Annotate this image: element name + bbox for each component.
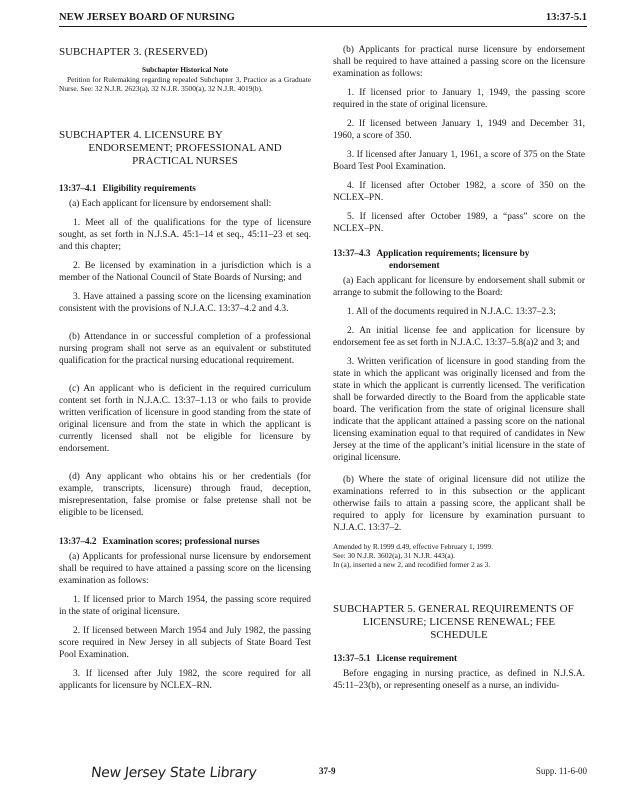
paragraph: 3. Written verification of licensure in good standing from the state in which the applicant was originally licensed and from the state in which the applicant is currently licensed. The verification shall be forwarded directly to the Board from the applicable state board. The verification from the state of original licensure shall indicate that the applicant attained a passing score on the national licensing examination equal to that required of candidates in New Jersey at the time of the applicant’s initial licensure in the state of original licensure. <box>333 357 585 463</box>
page-number: 37-9 <box>319 766 336 776</box>
paragraph: 2. Be licensed by examination in a jurisdiction which is a member of the National Council of State Boards of Nursing; and <box>59 261 311 283</box>
section-heading-4-2: 13:37–4.2 Examination scores; professional nurses <box>59 536 260 546</box>
section-heading-5-1: 13:37–5.1 License requirement <box>333 653 458 663</box>
paragraph: (a) Each applicant for licensure by endorsement shall: <box>69 199 272 209</box>
paragraph: (b) Applicants for practical nurse licensure by endorsement shall be required to have attained a passing score on the licensure examination as follows: <box>333 45 585 79</box>
paragraph: (d) Any applicant who obtains his or her credentials (for example, transcripts, licensure) through fraud, deception, misrepresentation, false promise or false pretense shall not be eligible to be licensed. <box>59 472 311 518</box>
paragraph: 2. An initial license fee and application for licensure by endorsement fee as set forth in N.J.A.C. 13:37–5.8(a)2 and 3; and <box>333 326 585 348</box>
library-watermark: New Jersey State Library <box>90 765 258 781</box>
paragraph: Before engaging in nursing practice, as defined in N.J.S.A. 45:11–23(b), or representing oneself as a nurse, an individu- <box>333 669 585 691</box>
amendment-note: Amended by R.1999 d.49, effective February 1, 1999. See: 30 N.J.R. 3602(a), 31 N.J.R. 443(a). In (a), inserted a new 2, and recodified former 2 as 3. <box>333 542 493 569</box>
paragraph: 2. If licensed between January 1, 1949 and December 31, 1960, a score of 350. <box>333 119 585 141</box>
paragraph: (b) Where the state of original licensure did not utilize the examinations referred to in this subsection or the applicant otherwise fails to attain a passing score, the applicant shall be required to apply for licensure by examination pursuant to N.J.A.C. 13:37–2. <box>333 475 585 533</box>
paragraph: (b) Attendance in or successful completion of a professional nursing program shall not serve as an equivalent or substituted qualification for the practical nursing educational requirement. <box>59 332 311 366</box>
supplement-date: Supp. 11-6-00 <box>535 766 587 776</box>
paragraph: 3. If licensed after January 1, 1961, a score of 375 on the State Board Test Pool Examination. <box>333 150 585 172</box>
paragraph: 1. Meet all of the qualifications for the type of licensure sought, as set forth in N.J.S.A. 45:1–14 et seq., 45:11–23 et seq. and this chapter; <box>59 218 311 252</box>
paragraph: 3. Have attained a passing score on the licensing examination consistent with the provisions of N.J.A.C. 13:37–4.2 and 4.3. <box>59 292 311 314</box>
paragraph: (a) Applicants for professional nurse licensure by endorsement shall be required to have attained a passing score on the licensing examination as follows: <box>59 552 311 586</box>
paragraph: (a) Each applicant for licensure by endorsement shall submit or arrange to submit the following to the Board: <box>333 276 585 298</box>
page-footer <box>59 763 587 793</box>
paragraph: 3. If licensed after July 1982, the score required for all applicants for licensure by NCLEX–RN. <box>59 669 311 691</box>
section-heading-4-1: 13:37–4.1 Eligibility requirements <box>59 183 196 193</box>
subchapter-4-title: SUBCHAPTER 4. LICENSURE BY ENDORSEMENT; PROFESSIONAL AND PRACTICAL NURSES <box>59 129 282 167</box>
left-column <box>59 44 311 692</box>
header-section-number: 13:37-5.1 <box>545 12 587 23</box>
paragraph: 2. If licensed between March 1954 and July 1982, the passing score required in New Jersey in all subjects of State Board Test Pool Examination. <box>59 626 311 660</box>
paragraph: 5. If licensed after October 1989, a “pass” score on the NCLEX–PN. <box>333 212 585 234</box>
historical-note-title: Subchapter Historical Note <box>141 65 229 74</box>
paragraph: 1. All of the documents required in N.J.A.C. 13:37–2.3; <box>347 307 556 317</box>
paragraph: (c) An applicant who is deficient in the required curriculum content set forth in N.J.A.C. 13:37–1.13 or who fails to provide written verification of licensure in good standing from the state of original licensure and from the state in which the applicant is currently licensed shall not be eligible for licensure by endorsement. <box>59 384 311 454</box>
paragraph: 1. If licensed prior to March 1954, the passing score required in the state of original licensure. <box>59 595 311 617</box>
subchapter-3-title: SUBCHAPTER 3. (RESERVED) <box>59 46 208 58</box>
paragraph: 1. If licensed prior to January 1, 1949, the passing score required in the state of original licensure. <box>333 88 585 110</box>
right-column <box>333 44 585 692</box>
subchapter-5-title: SUBCHAPTER 5. GENERAL REQUIREMENTS OF LICENSURE; LICENSE RENEWAL; FEE SCHEDULE <box>333 603 574 641</box>
historical-note-text: Petition for Rulemaking regarding repealed Subchapter 3, Practice as a Graduate Nurse. See: 32 N.J.R. 2623(a), 32 N.J.R. 3500(a), 32 N.J.R. 4019(b). <box>59 75 311 93</box>
paragraph: 4. If licensed after October 1982, a score of 350 on the NCLEX–PN. <box>333 181 585 203</box>
header-title: NEW JERSEY BOARD OF NURSING <box>59 12 235 23</box>
running-header <box>59 8 587 27</box>
section-heading-4-3: 13:37–4.3 Application requirements; licensure by endorsement <box>333 248 530 270</box>
